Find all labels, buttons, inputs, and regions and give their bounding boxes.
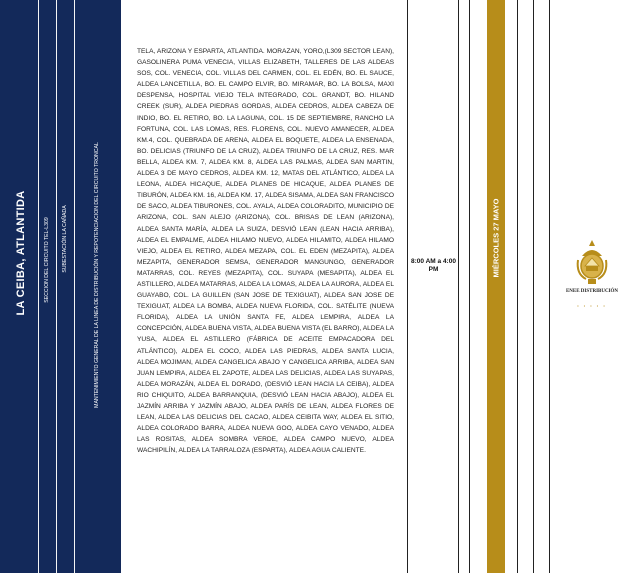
column-divider <box>533 0 534 573</box>
work-description: MANTENIMIENTO GENERAL DE LA LINEA DE DISTRIBUCIÓN Y REPOTENCIACION DEL CIRCUITO TRONCAL <box>94 142 100 408</box>
column-divider <box>549 0 550 573</box>
logo-text: ENEE DISTRIBUCIÓN <box>565 289 619 294</box>
band-divider <box>38 0 39 573</box>
substation-label: SUBESTACIÓN LA CAÑADA <box>62 205 68 273</box>
section-label: SECCION DEL CIRCUITO TEL-L309 <box>44 217 50 303</box>
date-band <box>487 0 505 573</box>
column-divider <box>469 0 470 573</box>
column-divider <box>407 0 408 573</box>
column-divider <box>458 0 459 573</box>
schedule-date: MIÉRCOLES 27 MAYO <box>491 198 501 278</box>
schedule-time: 8:00 AM a 4:00 PM <box>411 258 456 273</box>
region-title: LA CEIBA, ATLANTIDA <box>15 190 27 316</box>
band-divider <box>56 0 57 573</box>
logo-ornament: • • • • • <box>577 303 607 308</box>
enee-seal-icon <box>574 238 610 288</box>
affected-areas: TELA, ARIZONA Y ESPARTA, ATLANTIDA. MORAZAN, YORO,(L309 SECTOR LEAN), GASOLINERA PUMA VENECIA, VILLAS ELIZABETH, TALLERES DE LAS ALDEAS SOS, COL. VENECIA, COL. VILLAS DEL CARMEN, COL. EL EDÉN, BO. EL SAUCE, ALDEA LANCETILLA, BO. EL CAMPO ELVIR, BO. MIRAMAR, BO. LA BOLSA, MAXI DESPENSA, HOSPITAL VIEJO TELA INTEGRADO, COL. GRANDT, BO. HILAND CREEK (SUR), ALDEA PIEDRAS GORDAS, ALDEA CEDROS, ALDEA CABEZA DE INDIO, BO. EL RETIRO, BO. LA LAGUNA, COL. 15 DE SEPTIEMBRE, RANCHO LA FORTUNA, COL. LAS LOMAS, RES. FLORENS, COL. NUEVO AMANECER, ALDEA KM.4, COL. QUEBRADA DE ARENA, ALDEA EL BOQUETE, ALDEA LA ENSENADA, BO. DELICIAS (TRIUNFO DE LA CRUZ), ALDEA TRIUNFO DE LA CRUZ, RES. MAR BELLA, ALDEA KM. 7, ALDEA KM. 8, ALDEA LAS PALMAS, ALDEA SAN MARTIN, ALDEA 3 DE MAYO CEDROS, ALDEA KM. 12, MATAS DEL ATLÁNTICO, ALDEA LA LEONA, ALDEA HICAQUE, ALDEA PLANES DE HICAQUE, ALDEA PLANES DE TIBURÓN, ALDEA KM. 16, ALDEA KM. 17, ALDEA SISAMA, ALDEA SAN FRANCISCO DE SACO, ALDEA TIBURONES, COL. AYALA, ALDEA COLORADITO, MUNICIPIO DE ARIZONA, COL. SAN ALEJO (ARIZONA), COL. BRISAS DE LEAN (ARIZONA), ALDEA SANTA MARÍA, ALDEA LA SUIZA, DESVIÓ LEAN (LEAN HACIA ARRIBA), ALDEA EL EMPALME, ALDEA HILAMO NUEVO, ALDEA HILAMITO, ALDEA HILAMO VIEJO, ALDEA EL RETIRO, ALDEA MEZAPA, COL. EL EDEN (MEZAPITA), ALDEA MEZAPITA, GENERADOR SEMSA, GENERADOR MANGUNGO, GENERADOR MATARRAS, COL. REYES (MEZAPITA), COL. SUYAPA (MESAPITA), ALDEA EL ASTILLERO, ALDEA MATARRAS, ALDEA LA LOMAS, ALDEA LA AURORA, ALDEA EL GUAYABO, COL. LA GUILLEN (SAN JOSE DE TEXIGUAT), ALDEA SAN JOSE DE TEXIGUAT, ALDEA LA BOMBA, ALDEA NUEVA FLORIDA, COL. SATÉLITE (NUEVA FLORIDA), ALDEA LA UNIÓN SANTA FE, ALDEA LEMPIRA, ALDEA LA CONCEPCIÓN, ALDEA BUENA VISTA, ALDEA BUENA VISTA (EL BARRO), ALDEA LA YUSA, ALDEA EL ASTILLERO (FÁBRICA DE ACEITE EMPACADORA DEL ATLÁNTICO), ALDEA EL COCO, ALDEA LAS PIEDRAS, ALDEA SANTA LUCIA, ALDEA MOJIMAN, ALDEA CANGELICA ABAJO Y CANGELICA ARRIBA, ALDEA SAN JUAN LEMPIRA, ALDEA EL ZAPOTE, ALDEA LAS DELICIAS, ALDEA LAS SUYAPAS, ALDEA MORAZÁN, ALDEA EL DORADO, (DESVIÓ LEAN HACIA LA CEIBA), ALDEA RIO CHIQUITO, ALDEA BARRANQUIA, (DESVIÓ LEAN HACIA ABAJO), ALDEA EL JAZMÍN ARRIBA Y JAZMÍN ABAJO, ALDEA PARÍS DE LEAN, ALDEA FLORES DE LEAN, ALDEA LAS DELICIAS DEL CACAO, ALDEA CEIBITA WAY, ALDEA EL SITIO, ALDEA COLORADO BARRA, ALDEA NUEVA GOO, ALDEA CAYO VENADO, ALDEA LAS ROSITAS, ALDEA SOMBRA VERDE, ALDEA CAMPO NUEVO, ALDEA WACHIPILÍN, ALDEA LA TARRALOZA (ESPARTA), ALDEA AGUA CALIENTE. <box>137 48 394 455</box>
column-divider <box>517 0 518 573</box>
band-divider <box>74 0 75 573</box>
